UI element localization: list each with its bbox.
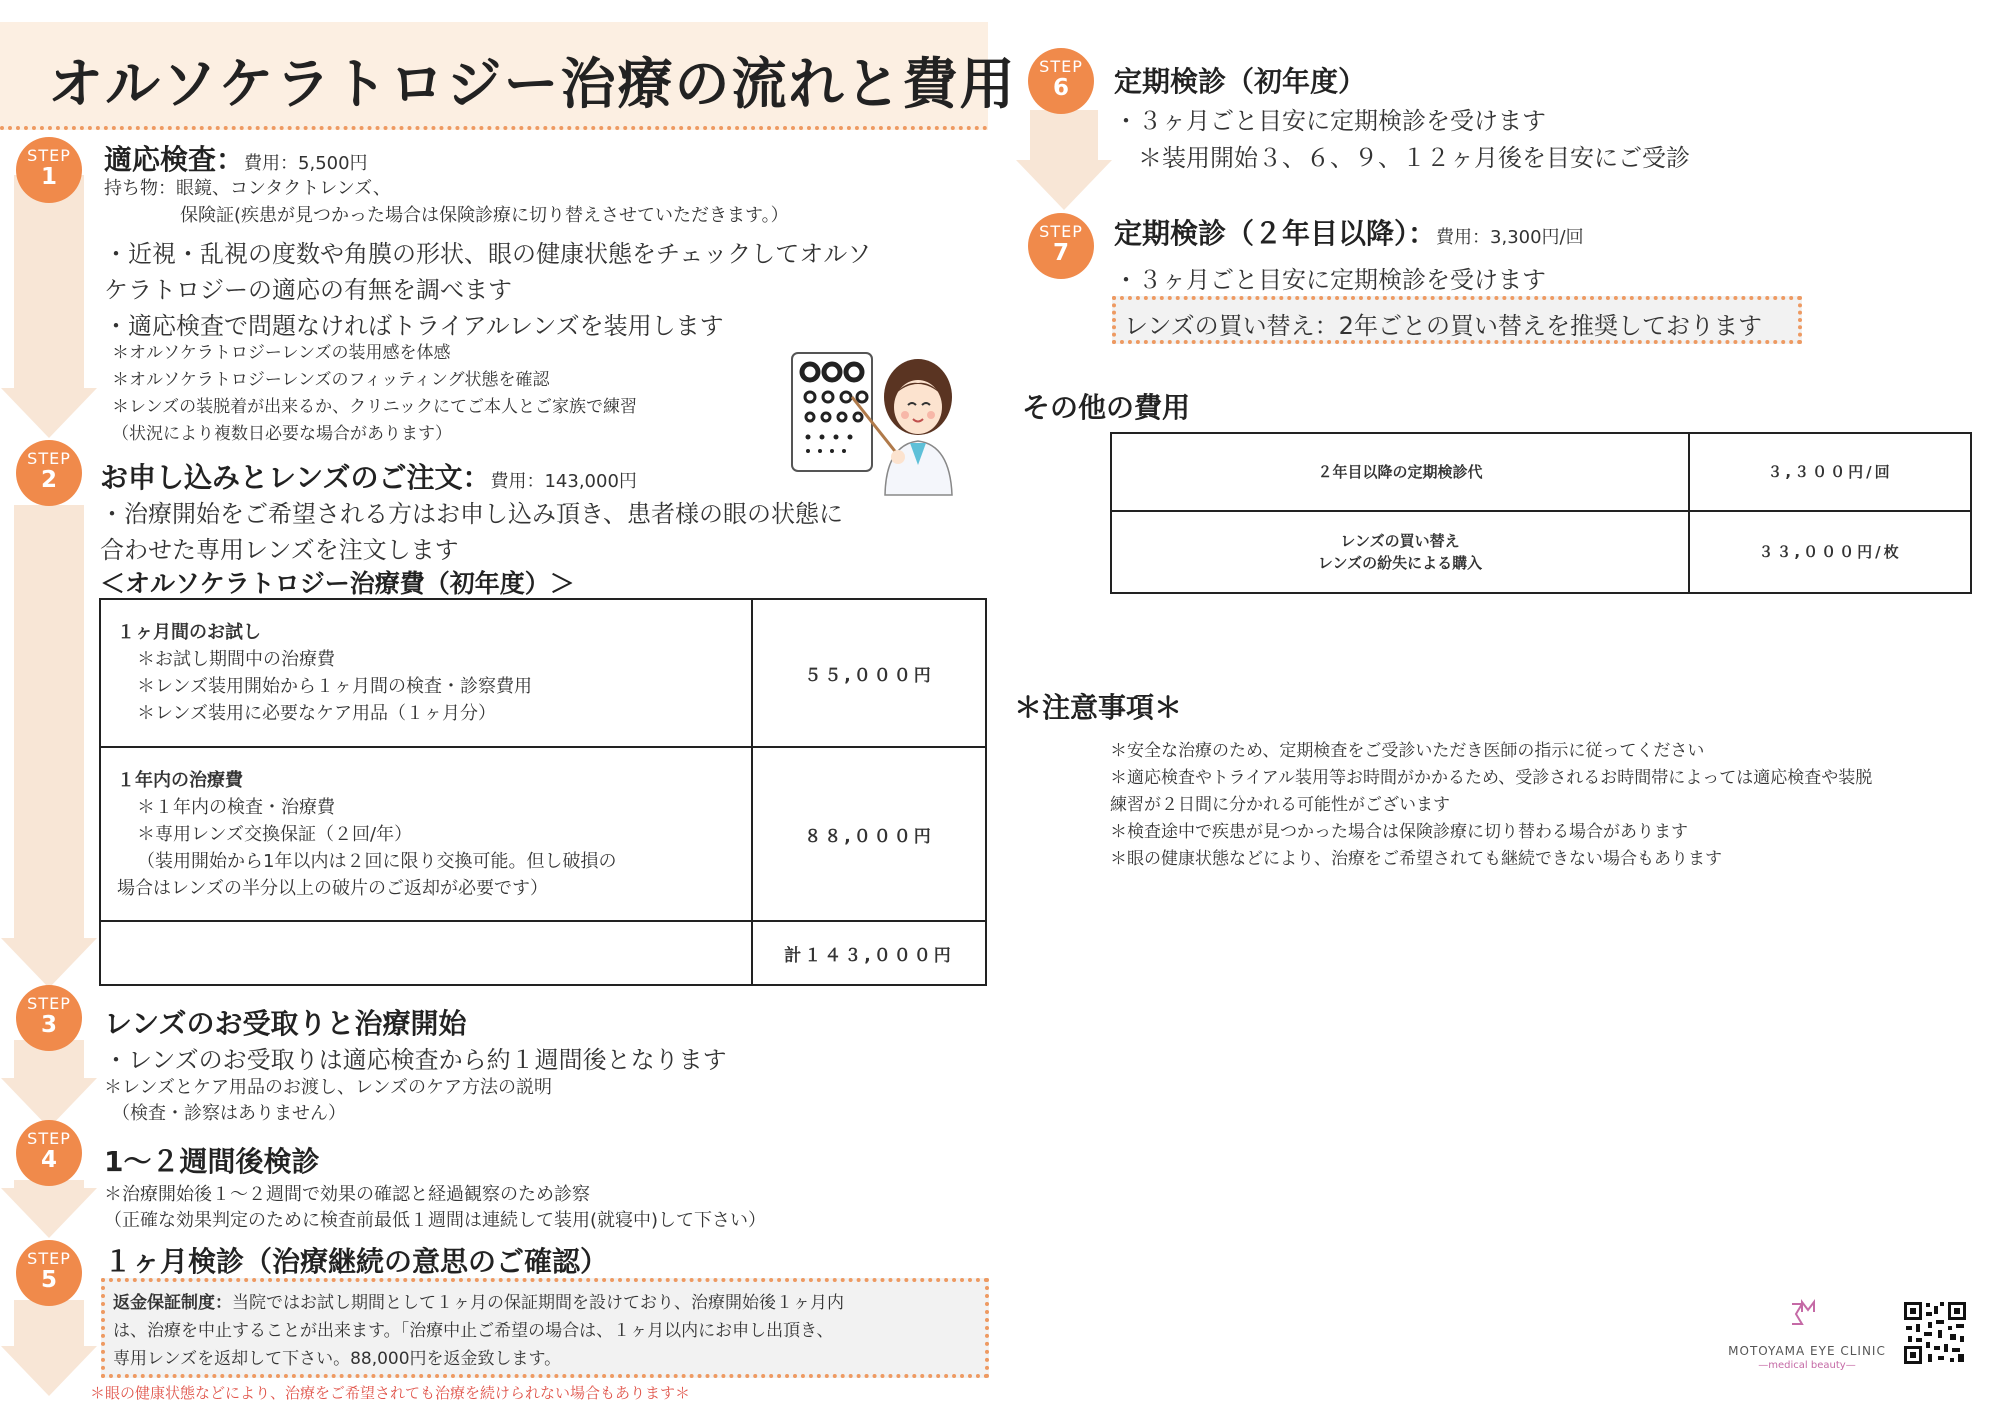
step-1-note-2: ＊オルソケラトロジーレンズのフィッティング状態を確認 [112, 370, 550, 390]
fee-row-title: １ヶ月間のお試し [117, 622, 261, 643]
flow-arrow-5-head [1, 1346, 97, 1396]
other-cost-item [1111, 433, 1689, 511]
step-4-note-1: ＊治療開始後１〜２週間で効果の確認と経過観察のため診察 [104, 1184, 590, 1205]
fee-row-title: １年内の治療費 [117, 769, 243, 791]
flow-arrow-4-head [1, 1188, 97, 1238]
other-cost-item-label: レンズの買い替え [1340, 532, 1460, 550]
fee-row-price: ５５,０００円 [752, 599, 986, 747]
refund-label: 返金保証制度： [113, 1293, 232, 1313]
step-1-bullet-1b: ケラトロジーの適応の有無を調べます [104, 276, 512, 304]
step-2-fee: 費用：143,000円 [490, 471, 637, 492]
step-3-badge: STEP 3 [16, 985, 82, 1051]
step-1-belongings-2: 保険証(疾患が見つかった場合は保険診療に切り替えさせていただきます。） [180, 205, 789, 226]
step-3-heading: レンズのお受取りと治療開始 [104, 1007, 467, 1040]
fee-row-line: ＊専用レンズ交換保証（２回/年） [137, 823, 413, 845]
fee-row-line: ＊お試し期間中の治療費 [137, 649, 335, 670]
continuation-warning: ＊眼の健康状態などにより、治療をご希望されても治療を続けられない場合もあります＊ [90, 1384, 691, 1402]
notes-line-5: ＊眼の健康状態などにより、治療をご希望されても継続できない場合もあります [1110, 849, 1722, 869]
fee-row-price: ８８,０００円 [752, 747, 986, 921]
step-2-heading: お申し込みとレンズのご注文：費用：143,000円 [100, 461, 637, 494]
clinic-logo-icon [1786, 1298, 1820, 1332]
treatment-fee-title: ＜オルソケラトロジー治療費（初年度）＞ [100, 569, 575, 598]
total-row-empty [100, 921, 752, 985]
doctor-eye-chart-illustration [790, 345, 965, 500]
lens-replacement-note: レンズの買い替え：2年ごとの買い替えを推奨しております [1124, 312, 1762, 340]
fee-total: 計１４３,０００円 [752, 921, 986, 985]
other-costs-table [1110, 432, 1972, 594]
step-4-badge: STEP 4 [16, 1120, 82, 1186]
other-cost-item-label: ２年目以降の定期検診代 [1317, 463, 1483, 481]
flow-arrow-2 [14, 505, 84, 940]
step-1-heading: 適応検査：費用：5,500円 [104, 143, 368, 176]
fee-row-line: ＊１年内の検査・治療費 [137, 796, 335, 818]
other-cost-item-label-2: レンズの紛失による購入 [1317, 554, 1483, 572]
step-1-note-1: ＊オルソケラトロジーレンズの装用感を体感 [112, 343, 451, 363]
fee-row-line: ＊レンズ装用開始から１ヶ月間の検査・診察費用 [137, 676, 533, 697]
flow-arrow-6-head [1016, 160, 1112, 210]
step-5-heading: １ヶ月検診（治療継続の意思のご確認） [104, 1245, 609, 1278]
step-3-note-2: （検査・診察はありません） [112, 1103, 346, 1124]
step-2-badge: STEP 2 [16, 440, 82, 506]
page-title: オルソケラトロジー治療の流れと費用 [48, 52, 1017, 116]
flow-arrow-6 [1030, 110, 1098, 162]
title-band [0, 22, 1017, 130]
refund-guarantee-box [101, 1278, 989, 1378]
clinic-tagline: —medical beauty— [1758, 1360, 1856, 1371]
fee-row-line: ＊レンズ装用に必要なケア用品（１ヶ月分） [137, 703, 497, 724]
flow-arrow-5 [14, 1300, 84, 1348]
other-cost-price: ３３,０００円/枚 [1689, 511, 1971, 593]
step-7-badge: STEP 7 [1028, 213, 1094, 279]
treatment-fee-table [99, 598, 987, 986]
other-cost-price: ３,３００円/回 [1689, 433, 1971, 511]
fee-row-line: （装用開始から1年以内は２回に限り交換可能。但し破損の [137, 850, 617, 872]
step-2-bullet-1a: ・治療開始をご希望される方はお申し込み頂き、患者様の眼の状態に [100, 500, 844, 528]
notes-line-1: ＊安全な治療のため、定期検査をご受診いただき医師の指示に従ってください [1110, 741, 1705, 761]
notes-line-3: 練習が２日間に分かれる可能性がございます [1110, 795, 1450, 815]
other-costs-heading: その他の費用 [1022, 391, 1191, 424]
step-1-belongings: 持ち物：眼鏡、コンタクトレンズ、 [104, 178, 391, 199]
step-2-bullet-1b: 合わせた専用レンズを注文します [100, 536, 459, 564]
table-row [100, 599, 986, 747]
step-1-note-3: ＊レンズの装脱着が出来るか、クリニックにてご本人とご家族で練習 [112, 397, 638, 417]
other-cost-item [1111, 511, 1689, 593]
fee-row-description [100, 599, 752, 747]
step-1-note-4: （状況により複数日必要な場合があります） [112, 424, 452, 444]
step-5-badge: STEP 5 [16, 1240, 82, 1306]
refund-line-3: 専用レンズを返却して下さい。88,000円を返金致します。 [113, 1349, 562, 1369]
step-7-heading: 定期検診（２年目以降）：費用：3,300円/回 [1114, 217, 1584, 250]
notes-line-2: ＊適応検査やトライアル装用等お時間がかかるため、受診されるお時間帯によっては適応検査や装脱 [1110, 768, 1873, 788]
fee-row-line: 場合はレンズの半分以上の破片のご返却が必要です） [117, 877, 549, 899]
refund-line-1: 返金保証制度：当院ではお試し期間として１ヶ月の保証期間を設けており、治療開始後１ヶ月内 [113, 1293, 844, 1313]
step-3-bullet-1: ・レンズのお受取りは適応検査から約１週間後となります [104, 1046, 727, 1074]
table-row [1111, 433, 1971, 511]
flow-arrow-2-head [1, 938, 97, 988]
step-6-badge: STEP 6 [1028, 48, 1094, 114]
flow-arrow-1 [14, 175, 84, 390]
fee-row-description [100, 747, 752, 921]
step-6-heading: 定期検診（初年度） [1114, 65, 1367, 98]
step-4-note-2: （正確な効果判定のために検査前最低１週間は連続して装用(就寝中)して下さい） [104, 1210, 767, 1231]
step-1-badge: STEP 1 [16, 137, 82, 203]
step-4-heading: 1〜２週間後検診 [104, 1145, 320, 1178]
table-row [100, 747, 986, 921]
notes-line-4: ＊検査途中で疾患が見つかった場合は保険診療に切り替わる場合があります [1110, 822, 1688, 842]
lens-replacement-box [1112, 296, 1802, 344]
step-1-fee: 費用：5,500円 [244, 153, 368, 174]
clinic-name: MOTOYAMA EYE CLINIC [1728, 1344, 1886, 1358]
qr-code-icon [1902, 1300, 1968, 1366]
step-3-note-1: ＊レンズとケア用品のお渡し、レンズのケア方法の説明 [104, 1077, 553, 1098]
step-1-bullet-2: ・適応検査で問題なければトライアルレンズを装用します [104, 312, 724, 340]
refund-line-2: は、治療を中止することが出来ます。「治療中止ご希望の場合は、１ヶ月以内にお申し出頂き、 [113, 1321, 834, 1341]
table-row [1111, 511, 1971, 593]
notes-heading: ＊注意事項＊ [1014, 691, 1183, 724]
step-6-note-1: ＊装用開始３、６、９、１２ヶ月後を目安にご受診 [1138, 144, 1690, 172]
flow-arrow-1-head [1, 388, 97, 438]
table-row [100, 921, 986, 985]
step-7-fee: 費用：3,300円/回 [1436, 227, 1584, 248]
step-6-bullet-1: ・３ヶ月ごと目安に定期検診を受けます [1114, 107, 1546, 135]
step-1-bullet-1a: ・近視・乱視の度数や角膜の形状、眼の健康状態をチェックしてオルソ [104, 240, 872, 268]
step-7-bullet-1: ・３ヶ月ごと目安に定期検診を受けます [1114, 266, 1546, 294]
